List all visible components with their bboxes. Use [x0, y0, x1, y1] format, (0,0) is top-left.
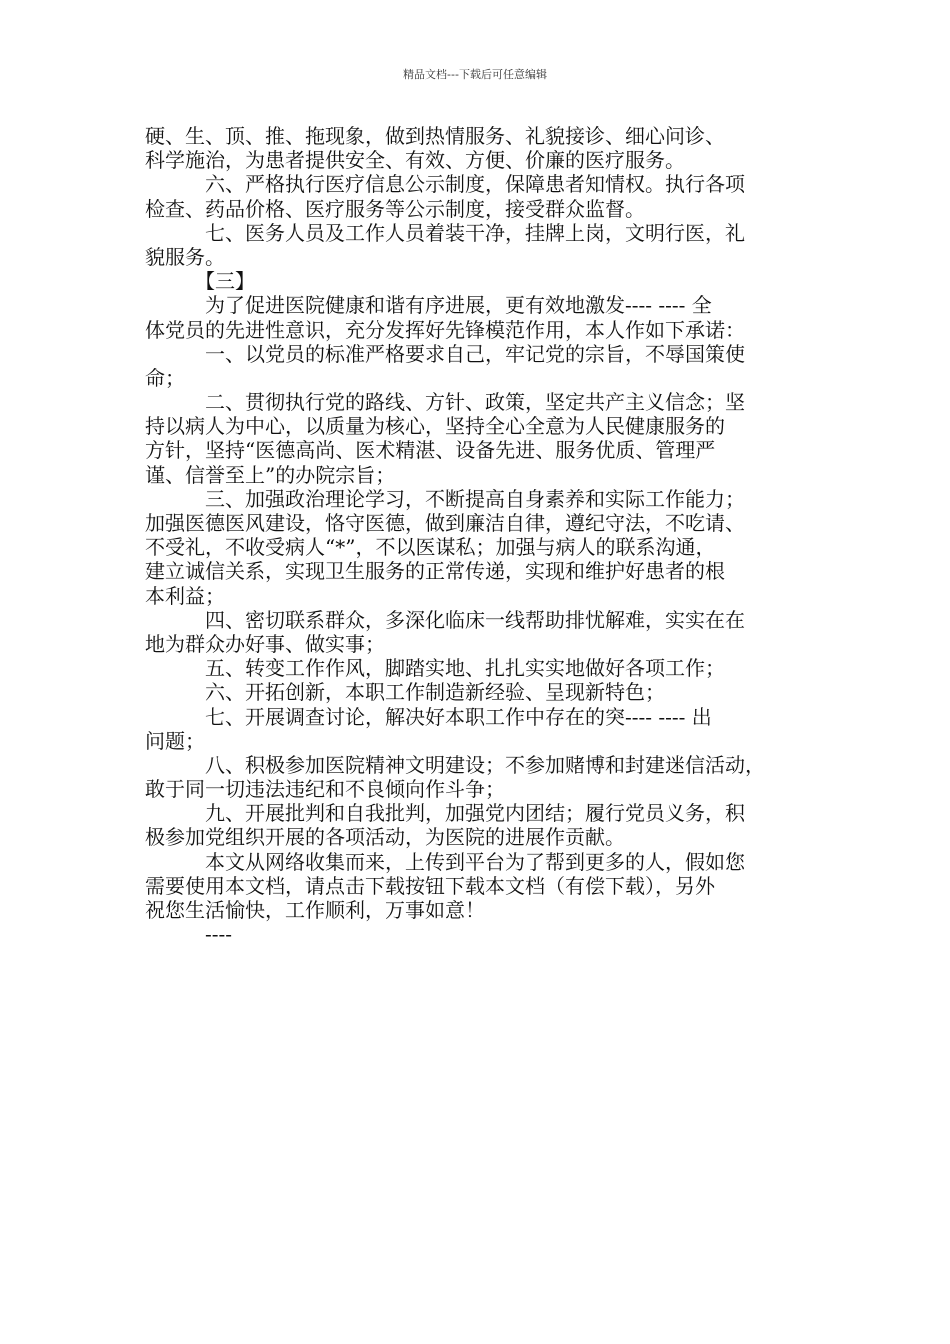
- text-line: 建立诚信关系，实现卫生服务的正常传递，实现和维护好患者的根: [145, 559, 725, 584]
- paragraph-start-line: 本文从网络收集而来，上传到平台为了帮到更多的人，假如您: [205, 849, 745, 874]
- text-line: 检查、药品价格、医疗服务等公示制度，接受群众监督。: [145, 196, 645, 221]
- section-heading: 【三】: [195, 269, 255, 294]
- document-body: [145, 124, 825, 946]
- page-header: 精品文档---下载后可任意编辑: [403, 68, 547, 81]
- paragraph-start-line: 六、严格执行医疗信息公示制度，保障患者知情权。执行各项: [205, 172, 745, 197]
- text-line: 持以病人为中心，以质量为核心，坚持全心全意为人民健康服务的: [145, 414, 725, 439]
- paragraph-start-line: 六、开拓创新，本职工作制造新经验、呈现新特色；: [205, 680, 665, 705]
- paragraph-start-line: 九、开展批判和自我批判，加强党内团结；履行党员义务，积: [205, 801, 745, 826]
- text-line: 体党员的先进性意识，充分发挥好先锋模范作用，本人作如下承诺：: [145, 317, 745, 342]
- text-line: 祝您生活愉快，工作顺利，万事如意！: [145, 898, 485, 922]
- text-line: 加强医德医风建设，恪守医德，做到廉洁自律，遵纪守法，不吃请、: [145, 511, 745, 535]
- text-line: 敢于同一切违法违纪和不良倾向作斗争；: [145, 777, 505, 802]
- paragraph-start-line: ----: [205, 922, 233, 947]
- text-line: 需要使用本文档，请点击下载按钮下载本文档（有偿下载），另外: [145, 873, 715, 898]
- paragraph-start-line: 二、贯彻执行党的路线、方针、政策，坚定共产主义信念；坚: [205, 390, 745, 415]
- text-line: 硬、生、顶、推、拖现象，做到热情服务、礼貌接诊、细心问诊、: [145, 124, 725, 148]
- paragraph-start-line: 为了促进医院健康和谐有序进展，更有效地激发---- ---- 全: [205, 293, 712, 318]
- text-line: 方针，坚持“医德高尚、医术精湛、设备先进、服务优质、管理严: [145, 438, 716, 463]
- paragraph-start-line: 三、加强政治理论学习，不断提高自身素养和实际工作能力；: [205, 486, 745, 511]
- text-line: 不受礼，不收受病人“*”，不以医谋私；加强与病人的联系沟通，: [145, 535, 716, 560]
- text-line: 极参加党组织开展的各项活动，为医院的进展作贡献。: [145, 825, 625, 850]
- paragraph-start-line: 一、以党员的标准严格要求自己，牢记党的宗旨，不辱国策使: [205, 341, 745, 366]
- text-line: 本利益；: [145, 583, 225, 608]
- paragraph-start-line: 七、医务人员及工作人员着装干净，挂牌上岗，文明行医，礼: [205, 220, 745, 245]
- text-line: 谨、信誉至上”的办院宗旨；: [145, 462, 396, 487]
- text-line: 地为群众办好事、做实事；: [145, 631, 385, 656]
- paragraph-start-line: 五、转变工作作风，脚踏实地、扎扎实实地做好各项工作；: [205, 656, 725, 681]
- paragraph-start-line: 八、积极参加医院精神文明建设；不参加赌博和封建迷信活动，: [205, 752, 765, 777]
- text-line: 貌服务。: [145, 244, 225, 269]
- paragraph-start-line: 四、密切联系群众，多深化临床一线帮助排忧解难，实实在在: [205, 607, 745, 632]
- text-line: 命；: [145, 365, 185, 390]
- paragraph-start-line: 七、开展调查讨论，解决好本职工作中存在的突---- ---- 出: [205, 704, 712, 729]
- text-line: 问题；: [145, 728, 205, 753]
- text-line: 科学施治，为患者提供安全、有效、方便、价廉的医疗服务。: [145, 148, 685, 173]
